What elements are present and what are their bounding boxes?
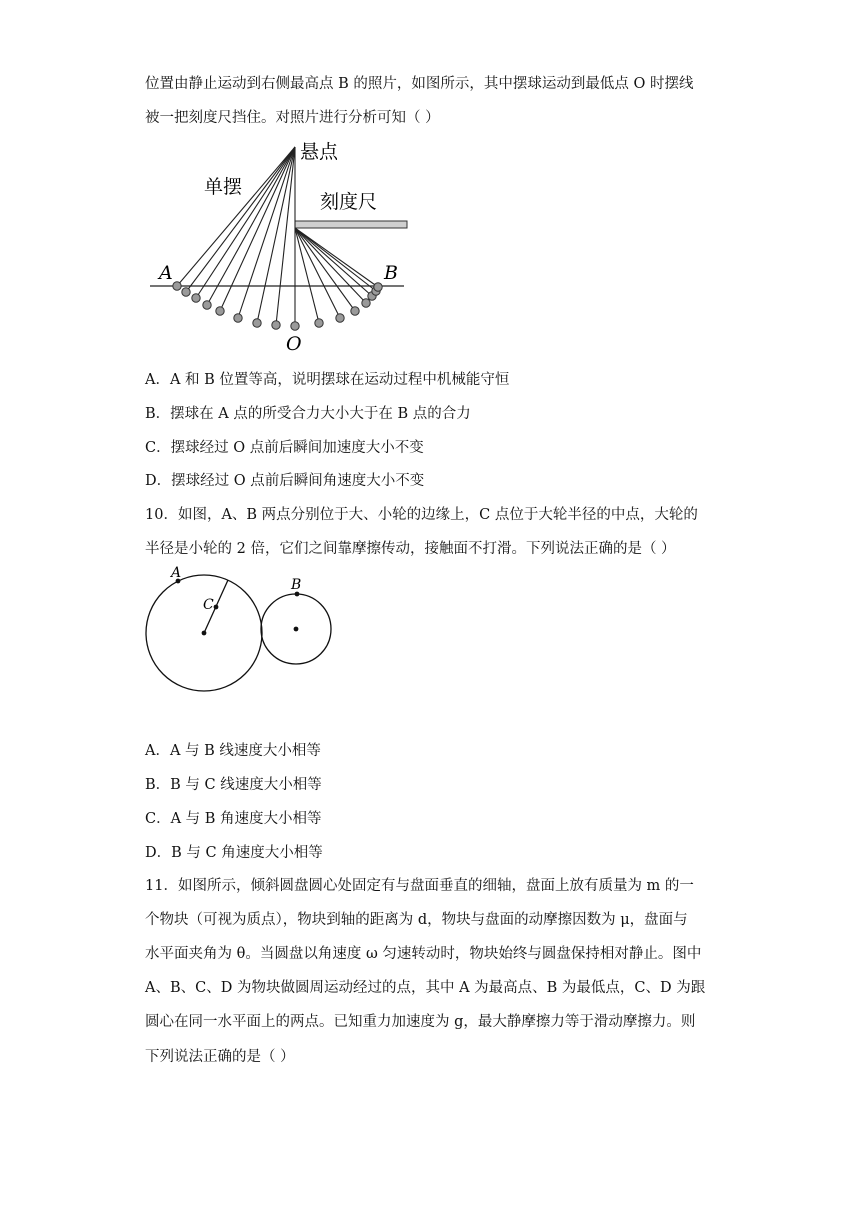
wheel-point-c-label: C: [203, 597, 214, 613]
q9-option-a: A．A 和 B 位置等高，说明摆球在运动过程中机械能守恒: [145, 372, 510, 388]
q11-text-line5: 圆心在同一水平面上的两点。已知重力加速度为 g，最大静摩擦力等于滑动摩擦力。则: [145, 1014, 696, 1030]
pivot-label: 悬点: [300, 141, 339, 163]
point-b-label: B: [384, 262, 398, 284]
pendulum-label: 单摆: [204, 176, 243, 198]
q10-option-b: B．B 与 C 线速度大小相等: [145, 777, 322, 793]
q11-text-line4: A、B、C、D 为物块做圆周运动经过的点，其中 A 为最高点、B 为最低点，C、D 为跟: [145, 980, 706, 996]
ruler-label: 刻度尺: [320, 191, 378, 213]
q10-option-c: C．A 与 B 角速度大小相等: [145, 811, 322, 827]
q10-option-a: A．A 与 B 线速度大小相等: [145, 743, 321, 759]
wheel-point-b-label: B: [291, 577, 302, 593]
q10-text-line1: 10．如图，A、B 两点分别位于大、小轮的边缘上，C 点位于大轮半径的中点，大轮的: [145, 507, 698, 523]
q11-text-line3: 水平面夹角为 θ。当圆盘以角速度 ω 匀速转动时，物块始终与圆盘保持相对静止。图中: [145, 946, 702, 962]
q11-text-line2: 个物块（可视为质点），物块到轴的距离为 d，物块与盘面的动摩擦因数为 μ，盘面与: [145, 912, 688, 928]
q9-option-c: C．摆球经过 O 点前后瞬间加速度大小不变: [145, 440, 424, 456]
pendulum-strings-right: [295, 228, 378, 323]
q9-option-b: B．摆球在 A 点的所受合力大小大于在 B 点的合力: [145, 406, 471, 422]
q9-option-d: D．摆球经过 O 点前后瞬间角速度大小不变: [145, 473, 425, 489]
point-o-label: O: [286, 333, 302, 355]
q10-option-d: D．B 与 C 角速度大小相等: [145, 845, 323, 861]
wheels-figure: [140, 560, 340, 700]
q9-text-line2: 被一把刻度尺挡住。对照片进行分析可知（ ）: [145, 110, 440, 126]
q11-text-line6: 下列说法正确的是（ ）: [145, 1049, 295, 1065]
q10-text-line2: 半径是小轮的 2 倍，它们之间靠摩擦传动，接触面不打滑。下列说法正确的是（ ）: [145, 541, 676, 557]
pendulum-figure: [140, 135, 420, 355]
q9-text-line1: 位置由静止运动到右侧最高点 B 的照片，如图所示，其中摆球运动到最低点 O 时摆线: [145, 76, 694, 92]
q11-text-line1: 11．如图所示，倾斜圆盘圆心处固定有与盘面垂直的细轴，盘面上放有质量为 m 的一: [145, 878, 694, 894]
point-a-label: A: [159, 262, 173, 284]
wheel-point-a-label: A: [171, 565, 182, 581]
